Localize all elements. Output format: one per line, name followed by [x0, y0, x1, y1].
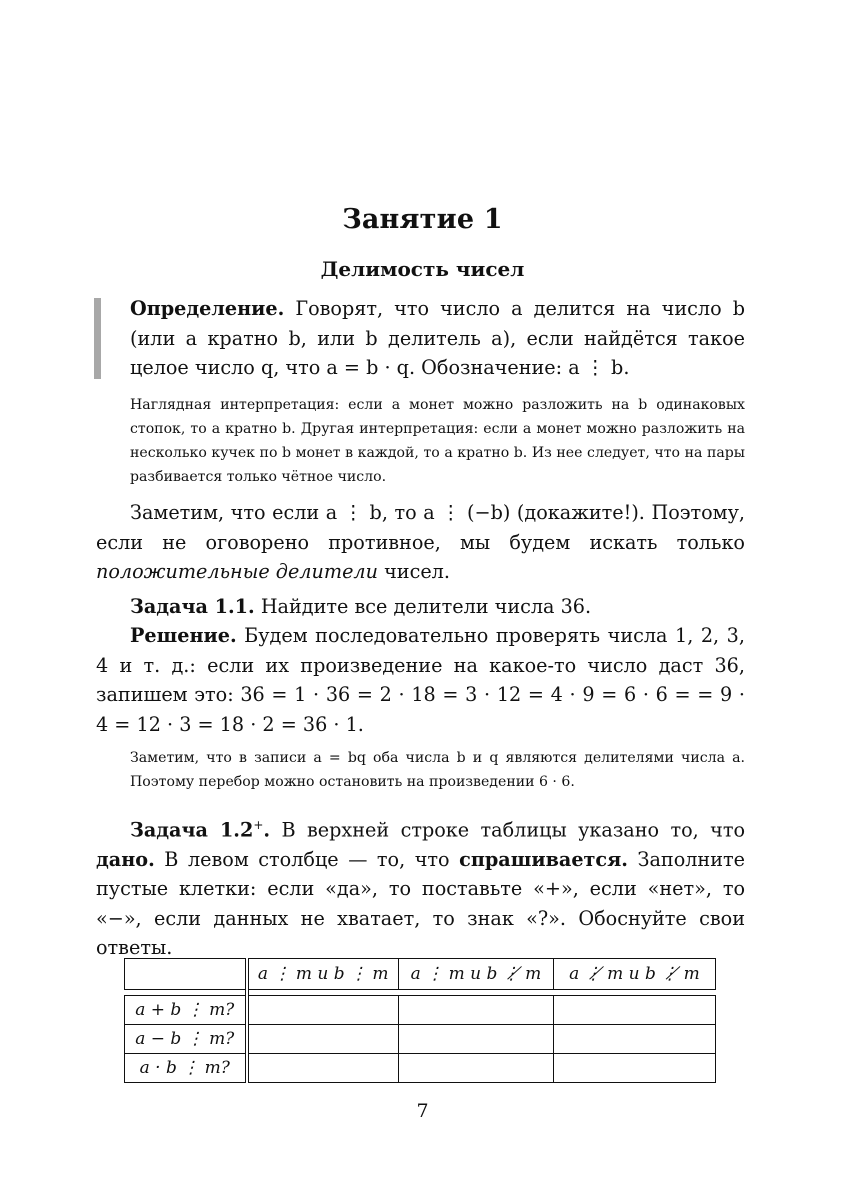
task11-text: Найдите все делители числа 36.: [254, 595, 592, 618]
note1-after: чисел.: [378, 560, 450, 583]
table-row-header: a + b ⋮ m?: [125, 996, 247, 1025]
note-negative-divisors: [96, 498, 745, 587]
table-col-header: a ⋮̸ m и b ⋮̸ m: [554, 959, 716, 990]
task12-given: дано.: [96, 847, 155, 871]
task12-dot: .: [263, 818, 271, 842]
table-col-header: a ⋮ m и b ⋮̸ m: [399, 959, 554, 990]
topic-title: Делимость чисел: [320, 257, 525, 281]
task-1-2: [96, 811, 745, 963]
definition-text: Говорят, что число a делится на число b (или a кратно b, или b делитель a), если найдётся такое целое число q, что a = b · q. Обозначение: a ⋮ b.: [130, 297, 745, 379]
solution-text: Будем последовательно проверять числа 1, 2, 3, 4 и т. д.: если их произведение на какое-то число даст 36, запишем это: 36 = 1 · 36 = 2 · 18 = 3 · 12 = 4 · 9 = 6 · 6 = = 9 · 4 = 12 · 3 = 18 · 2 = 36 · 1.: [96, 624, 745, 736]
table-row: [125, 1025, 716, 1054]
note1-before: Заметим, что если a ⋮ b, то a ⋮ (−b) (докажите!). Поэтому, если не оговорено противное, мы будем искать только: [96, 501, 745, 554]
task12-asked: спрашивается.: [459, 847, 628, 871]
table-row-header: a · b ⋮ m?: [125, 1054, 247, 1083]
task12-t2: В левом столбце — то, что: [154, 847, 460, 871]
definition-block: [130, 294, 745, 383]
answer-cell[interactable]: [399, 1025, 554, 1054]
interpretation-text: Наглядная интерпретация: если a монет можно разложить на b одинаковых стопок, то a кратно b. Другая интерпретация: если a монет можно разложить на несколько кучек по b монет в каждой, то a кратно b. Из нее следует, что на пары разбивается только чётное число.: [130, 397, 745, 485]
answer-cell[interactable]: [247, 996, 399, 1025]
answer-cell[interactable]: [554, 996, 716, 1025]
task-1-1: [130, 592, 745, 622]
table-row: [125, 996, 716, 1025]
task12-mark: +: [253, 818, 264, 832]
table-row: [125, 1054, 716, 1083]
solution-label: Решение.: [130, 624, 237, 647]
task12-t1: В верхней строке таблицы указано то, что: [270, 818, 746, 842]
answer-table: [124, 958, 715, 1083]
lesson-title: Занятие 1: [342, 204, 503, 235]
solution-block: [96, 621, 745, 739]
answer-cell[interactable]: [399, 1054, 554, 1083]
page-number: 7: [416, 1100, 429, 1122]
note1-italic: положительные делители: [96, 560, 378, 583]
table-header-row: [125, 959, 716, 990]
answer-cell[interactable]: [399, 996, 554, 1025]
task11-label: Задача 1.1.: [130, 595, 255, 618]
table-col-header: a ⋮ m и b ⋮ m: [247, 959, 399, 990]
answer-cell[interactable]: [554, 1054, 716, 1083]
table-row-header: a − b ⋮ m?: [125, 1025, 247, 1054]
answer-cell[interactable]: [247, 1025, 399, 1054]
answer-cell[interactable]: [247, 1054, 399, 1083]
task12-t3: Заполните пустые клетки: если «да», то поставьте «+», если «нет», то «−», если данных не хватает, то знак «?». Обоснуйте свои ответы.: [96, 847, 745, 960]
note2-text: Заметим, что в записи a = bq оба числа b и q являются делителями числа a. Поэтому перебор можно остановить на произведении 6 · 6.: [130, 750, 745, 790]
answer-cell[interactable]: [554, 1025, 716, 1054]
interpretation-block: [130, 393, 745, 489]
definition-margin-bar: [94, 298, 101, 379]
table-corner-cell: [125, 959, 247, 990]
definition-label: Определение.: [130, 297, 285, 320]
note-search-limit: [130, 746, 745, 794]
task12-label: Задача 1.2: [130, 818, 254, 842]
